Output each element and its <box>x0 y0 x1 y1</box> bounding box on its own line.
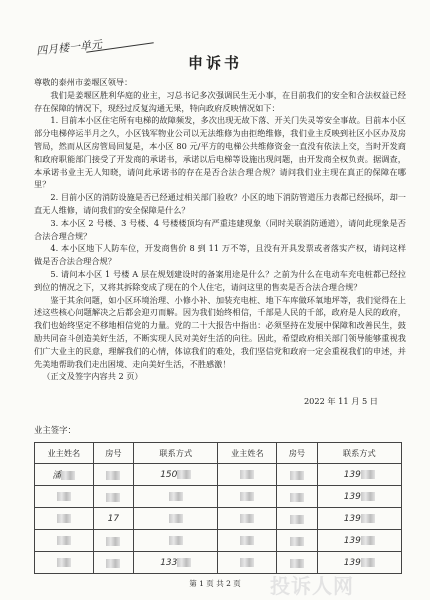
contact-cell <box>134 508 218 530</box>
table-row <box>35 508 402 530</box>
paragraph: 4. 本小区地下人防车位，开发商售价 8 到 11 万不等，且没有开具发票或者落实产权，请问这样做是否合法合理合规？ <box>34 243 406 267</box>
room-cell <box>93 486 133 508</box>
paragraph: 我们是姜堰区胜利华庭的业主，习总书记多次强调民生无小事，在目前我们的安全和合法权益已经存在保障的情况下，现经过反复沟通无果，特向政府反映情况如下： <box>34 89 406 113</box>
col-header-room: 房号 <box>277 443 317 464</box>
page-count-note: （正文及签字内容共 2 页） <box>42 371 143 382</box>
document-body <box>34 76 406 408</box>
signature-label: 业主签字： <box>34 425 76 435</box>
room-cell <box>93 464 133 486</box>
document-date: 2022 年 11 月 5 日 <box>303 396 378 407</box>
owner-signature <box>218 508 277 530</box>
owner-signature <box>218 552 277 574</box>
table-row <box>35 464 402 486</box>
owner-signature <box>35 530 94 552</box>
room-cell <box>93 530 133 552</box>
contact-cell: 150 <box>134 464 218 486</box>
greeting: 尊敬的泰州市姜堰区领导： <box>34 77 133 87</box>
paragraph: 鉴于其余问题，如小区环境治理、小修小补、加装充电桩、地下车库做环氧地坪等，我们觉得在上述这些核心问题解决之后都会迎刃而解。因为我们始终相信，千部是人民的千部，政府是人民的政府，我们也始终坚定不移地相信党的力量。党的二十大报告中指出：必须坚持在发展中保障和改善民生，鼓励共同奋斗创造美好生活，不断实现人民对美好生活的向往。因此，希望政府相关部门领导能够重视我们广大业主的民意，理解我们的心情，体谅我们的难处，我们坚信党和政府一定会重视我们的申述，并先美地帮助我们走出困境、走向美好生活，不胜感激！ <box>34 294 406 369</box>
contact-cell: 139 <box>317 552 401 574</box>
paragraph: 2. 目前小区的消防设施是否已经通过相关部门验收？小区的地下消防管道压力表都已经损坏，却一直无人维修，请问我们的安全保障是什么？ <box>34 192 406 215</box>
col-header-contact: 联系方式 <box>317 443 401 464</box>
col-header-owner-name: 业主姓名 <box>218 443 277 464</box>
owner-signature <box>218 486 277 508</box>
page-number: 第 1 页 共 2 页 <box>189 579 241 588</box>
owner-signature <box>218 464 277 486</box>
owner-signature <box>35 552 94 574</box>
room-cell <box>277 464 317 486</box>
contact-cell: 139 <box>317 486 401 508</box>
paragraph: 5. 请问本小区 1 号楼 A 层在规划建设时的备案用途是什么？之前为什么在电动车充电桩都已经拉到位的情况之下，又将其拆除变成了现在的个人住宅，请问这里的售卖是否合法合理合规？ <box>34 268 406 292</box>
signature-table-header <box>35 443 402 464</box>
col-header-contact: 联系方式 <box>134 443 218 464</box>
contact-cell <box>134 486 218 508</box>
room-cell <box>93 552 133 574</box>
contact-cell: 139 <box>317 530 401 552</box>
owner-signature: 潘 <box>35 464 94 486</box>
signature-table <box>34 442 402 574</box>
watermark: 投诉人网 <box>270 574 354 598</box>
contact-cell <box>134 530 218 552</box>
contact-cell: 139 <box>317 464 401 486</box>
owner-signature <box>35 508 94 530</box>
room-cell: 17 <box>93 508 133 530</box>
owner-signature <box>35 486 94 508</box>
room-cell <box>277 530 317 552</box>
col-header-owner-name: 业主姓名 <box>35 443 94 464</box>
paragraph: 3. 本小区 2 号楼、3 号楼、4 号楼楼顶均有严重违建现象（同时关联消防通道），请问此现象是否合法合理合规？ <box>34 217 406 241</box>
room-cell <box>277 508 317 530</box>
owner-signature <box>218 530 277 552</box>
contact-cell: 139 <box>317 508 401 530</box>
paragraph: 1. 目前本小区住宅所有电梯的故障频发，多次出现无故下落、开关门失灵等安全事故。目前本小区部分电梯停运半月之久，小区钱军物业公司以无法维修为由拒绝维修，我们业主反映到社区小区办及房管局，然而从区房管局回复是，本小区 80 元/平方的电梯公共维修资金一直没有依法上交，当时开发商和政府职能部门接受了开发商的承诺书，承诺以后电梯等设施出现问题，由开发商全权负责。据调查，本承诺书业主无人知晓，请问此承诺书的存在是否合法合理合规？请问我们业主现在真正的保障在哪里？ <box>34 115 406 190</box>
document-title: 申诉书 <box>187 54 242 72</box>
table-row <box>35 530 402 552</box>
handwritten-header-stamp: 四月楼一单元 <box>35 37 103 58</box>
table-row <box>35 486 402 508</box>
col-header-room: 房号 <box>93 443 133 464</box>
room-cell <box>277 486 317 508</box>
contact-cell: 133 <box>134 552 218 574</box>
